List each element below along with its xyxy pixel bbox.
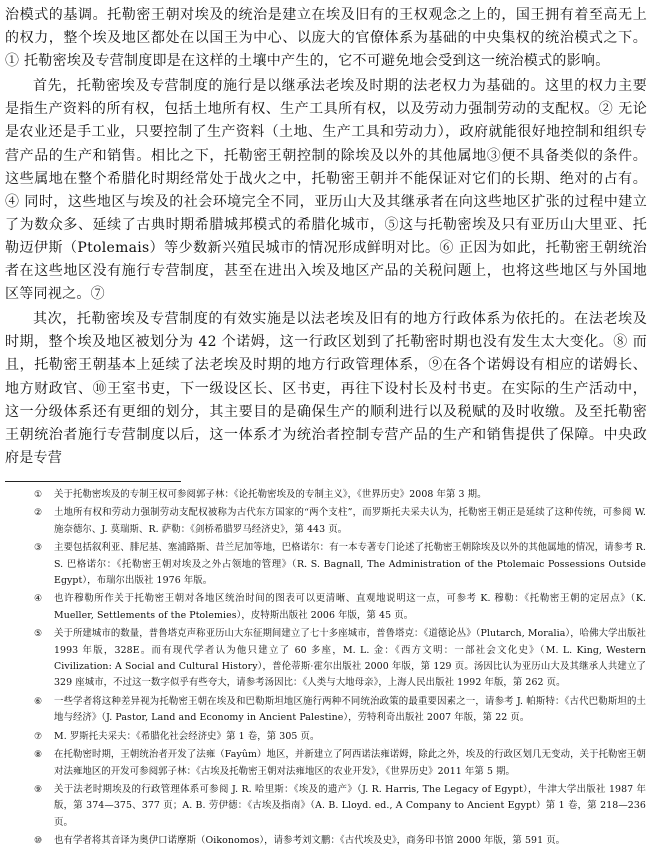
footnote-number: ④ <box>34 594 43 605</box>
footnote <box>34 505 646 538</box>
footnote-number: ② <box>34 508 43 519</box>
footnote-number: ⑦ <box>34 731 43 742</box>
footnote-text: 关于托勒密埃及的专制王权可参阅郭子林：《论托勒密埃及的专制主义》，《世界历史》2008 年第 3 期。 <box>54 489 487 500</box>
footnote-text: 一些学者将这种差异视为托勒密王朝在埃及和巴勒斯坦地区施行两种不同统治政策的最重要因素之一，请参考 J. 帕斯特：《古代巴勒斯坦的土地与经济》（J. Pastor, Land and Economy in Ancient Palestine），劳特利奇出版社 2007 年版，第 22 页。 <box>54 695 646 724</box>
footnote-text: 关于所建城市的数量，普鲁塔克声称亚历山大东征期间建立了七十多座城市，普鲁塔克：《道德论丛》（Plutarch, Moralia），哈佛大学出版社 1993 年版，328E。而有现代学者认为他只建立了 60 多座，M. L. 金：《西方文明：一部社会文化史》（M. L. King, Western Civilization: A Social and Cultural History），普伦蒂斯·霍尔出版社 2000 年版，第 129 页。汤因比认为亚历山大及其继承人共建立了 329 座城市，不过这一数字似乎有些夸大，请参考汤因比：《人类与大地母亲》，上海人民出版社 1992 年版，第 262 页。 <box>54 628 646 689</box>
paragraph-2: 首先，托勒密埃及专营制度的施行是以继承法老埃及时期的法老权力为基础的。这里的权力主要是指生产资料的所有权，包括土地所有权、生产工具所有权，以及劳动力强制劳动的支配权。② 无论是农业还是手工业，只要控制了生产资料（土地、生产工具和劳动力），政府就能很好地控制和组织专营产品的生产和销售。相比之下，托勒密王朝控制的除埃及以外的其他属地③便不具备类似的条件。这些属地在整个希腊化时期经常处于战火之中，托勒密王朝并不能保证对它们的长期、绝对的占有。④ 同时，这些地区与埃及的社会环境完全不同，亚历山大及其继承者在向这些地区扩张的过程中建立了为数众多、延续了古典时期希腊城邦模式的希腊化城市，⑤这与托勒密埃及只有亚历山大里亚、托勒迈伊斯（Ptolemais）等少数新兴殖民城市的情况形成鲜明对比。⑥ 正因为如此，托勒密王朝统治者在这些地区没有施行专营制度，甚至在进出入埃及地区产品的关税问题上，也将这些地区与外国地区等同视之。⑦ <box>5 78 647 303</box>
footnote <box>34 626 646 692</box>
footnote-text: 也有学者将其音译为奥伊口诺摩斯（Oikonomos），请参考刘文鹏：《古代埃及史》，商务印书馆 2000 年版，第 591 页。 <box>54 835 566 847</box>
footnote-number: ⑨ <box>34 784 43 795</box>
paragraph-1: 治模式的基调。托勒密王朝对埃及的统治是建立在埃及旧有的王权观念之上的，国王拥有着至高无上的权力，整个埃及地区都处在以国王为中心、以庞大的官僚体系为基础的中央集权的统治模式之下。① 托勒密埃及专营制度即是在这样的土壤中产生的，它不可避免地会受到这一统治模式的影响。 <box>5 7 647 70</box>
footnote-text: 土地所有权和劳动力强制劳动支配权被称为古代东方国家的“两个支柱”，而罗斯托夫采夫认为，托勒密王朝正是延续了这种传统，可参阅 W. 施奈德尔、J. 莫瑞斯、R. 萨勒：《剑桥希腊罗马经济史》，第 443 页。 <box>54 507 646 535</box>
footnote <box>34 487 646 503</box>
footnote <box>34 729 646 745</box>
paragraph-3: 其次，托勒密埃及专营制度的有效实施是以法老埃及旧有的地方行政体系为依托的。在法老埃及时期，整个埃及地区被划分为 42 个诺姆，这一行政区划到了托勒密时期也没有发生太大变化。⑧ 而且，托勒密王朝基本上延续了法老埃及时期的地方行政管理体系，⑨在各个诺姆设有相应的诺姆长、地方财政官、⑩王室书吏，下一级设区长、区书吏，再往下设村长及村书吏。在实际的生产活动中，这一分级体系还有更细的划分，其主要目的是确保生产的顺利进行以及税赋的及时收缴。及至托勒密王朝统治者施行专营制度以后，这一体系才为统治者控制专营产品的生产和销售提供了保障。中央政府是专营 <box>5 311 647 466</box>
footnote <box>34 747 646 780</box>
footnote <box>34 591 646 624</box>
footnote <box>34 833 646 849</box>
footnote-text: 主要包括叙利亚、腓尼基、塞浦路斯、昔兰尼加等地，巴格诺尔：有一本专著专门论述了托勒密王朝除埃及以外的其他属地的情况，请参考 R. S. 巴格诺尔：《托勒密王朝对埃及之外占领地的管理》（R. S. Bagnall, The Administration of the Ptolemaic Possessions Outside Egypt），布瑞尔出版社 1976 年版。 <box>54 542 646 587</box>
footnote <box>34 540 646 589</box>
footnote-number: ③ <box>34 543 43 554</box>
main-text <box>5 4 647 470</box>
footnotes <box>34 487 646 852</box>
footnote-number: ⑥ <box>34 696 43 707</box>
footnote-divider <box>5 481 181 482</box>
footnote-number: ⑤ <box>34 629 43 640</box>
footnote-text: 也许穆勒所作关于托勒密王朝对各地区统治时间的图表可以更清晰、直观地说明这一点，可参考 K. 穆勒：《托勒密王朝的定居点》（K. Mueller, Settlements of the Ptolemies），皮特斯出版社 2006 年版，第 45 页。 <box>54 593 646 621</box>
footnote <box>34 782 646 831</box>
footnote-number: ⑧ <box>34 750 43 761</box>
footnote-number: ⑩ <box>34 836 43 847</box>
footnote <box>34 694 646 727</box>
footnote-text: 在托勒密时期，王朝统治者开发了法雍（Fayûm）地区，并新建立了阿西诺法雍诺姆，除此之外，埃及的行政区划几无变动，关于托勒密王朝对法雍地区的开发可参阅郭子林：《古埃及托勒密王朝对法雍地区的农业开发》，《世界历史》2011 年第 5 期。 <box>54 749 646 777</box>
footnote-text: 关于法老时期埃及的行政管理体系可参阅 J. R. 哈里斯：《埃及的遗产》（J. R. Harris, The Legacy of Egypt），牛津大学出版社 1987 年版，第 374—375、377 页；A. B. 劳伊德：《古埃及指南》（A. B. Lloyd. ed., A Company to Ancient Egypt）第 1 卷，第 218—236 页。 <box>54 783 646 828</box>
footnote-text: M. 罗斯托夫采夫：《希腊化社会经济史》第 1 卷，第 305 页。 <box>54 730 320 742</box>
footnote-number: ① <box>34 490 43 500</box>
